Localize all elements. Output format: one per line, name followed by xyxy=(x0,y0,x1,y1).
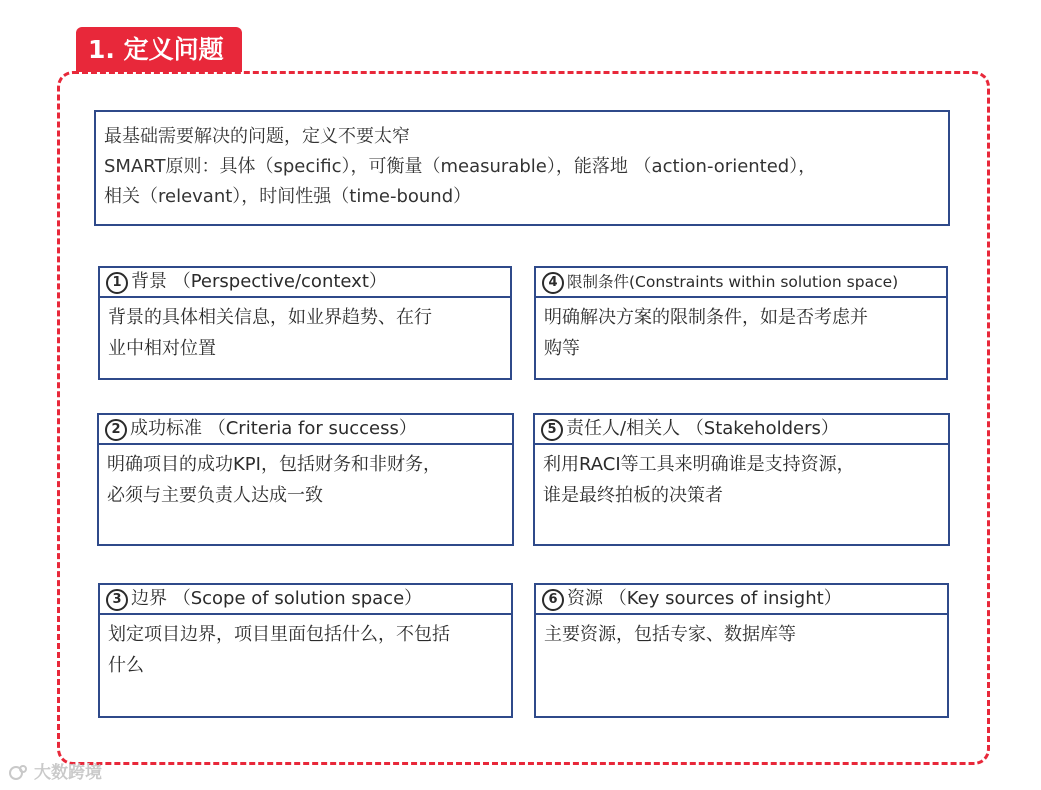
card-body-line: 明确解决方案的限制条件，如是否考虑并 xyxy=(544,307,868,328)
number-badge: 5 xyxy=(541,419,563,441)
card-body-line: 划定项目边界，项目里面包括什么，不包括 xyxy=(108,624,450,645)
card-constraints xyxy=(534,266,948,380)
card-body-line: 主要资源，包括专家、数据库等 xyxy=(544,624,796,645)
card-body xyxy=(100,615,511,681)
card-body xyxy=(536,615,947,650)
card-criteria xyxy=(97,413,514,546)
card-title: 背景 （Perspective/context） xyxy=(131,271,387,292)
card-header xyxy=(535,415,948,445)
number-badge: 3 xyxy=(106,589,128,611)
watermark-text: 大数跨境 xyxy=(34,763,102,783)
number-badge: 4 xyxy=(542,272,564,294)
brand-logo-icon xyxy=(8,763,30,781)
card-header xyxy=(100,585,511,615)
card-body-line: 明确项目的成功KPI，包括财务和非财务， xyxy=(107,454,441,475)
card-body-line: 谁是最终拍板的决策者 xyxy=(543,485,723,506)
card-body-line: 购等 xyxy=(544,338,580,359)
card-body-line: 什么 xyxy=(108,655,144,676)
card-perspective xyxy=(98,266,512,380)
card-body-line: 利用RACI等工具来明确谁是支持资源， xyxy=(543,454,855,475)
intro-line-3: 相关（relevant），时间性强（time-bound） xyxy=(104,186,472,207)
card-header xyxy=(536,585,947,615)
number-badge: 6 xyxy=(542,589,564,611)
number-badge: 2 xyxy=(105,419,127,441)
card-header xyxy=(99,415,512,445)
card-header xyxy=(536,268,946,298)
section-title: 1. 定义问题 xyxy=(76,27,242,72)
number-badge: 1 xyxy=(106,272,128,294)
card-body xyxy=(535,445,948,511)
card-scope xyxy=(98,583,513,718)
card-title: 限制条件(Constraints within solution space) xyxy=(567,273,899,291)
intro-line-1: 最基础需要解决的问题，定义不要太窄 xyxy=(104,126,410,147)
card-title: 责任人/相关人 （Stakeholders） xyxy=(566,418,839,439)
card-stakeholders xyxy=(533,413,950,546)
card-body-line: 业中相对位置 xyxy=(108,338,216,359)
intro-box xyxy=(94,110,950,226)
card-body-line: 背景的具体相关信息，如业界趋势、在行 xyxy=(108,307,432,328)
card-body xyxy=(100,298,510,364)
card-body-line: 必须与主要负责人达成一致 xyxy=(107,485,323,506)
card-header xyxy=(100,268,510,298)
card-title: 成功标准 （Criteria for success） xyxy=(130,418,417,439)
card-title: 资源 （Key sources of insight） xyxy=(567,588,842,609)
card-body xyxy=(536,298,946,364)
watermark xyxy=(8,758,102,783)
card-title: 边界 （Scope of solution space） xyxy=(131,588,423,609)
intro-line-2: SMART原则：具体（specific），可衡量（measurable），能落地 （action-oriented）， xyxy=(104,156,817,177)
card-body xyxy=(99,445,512,511)
card-resources xyxy=(534,583,949,718)
